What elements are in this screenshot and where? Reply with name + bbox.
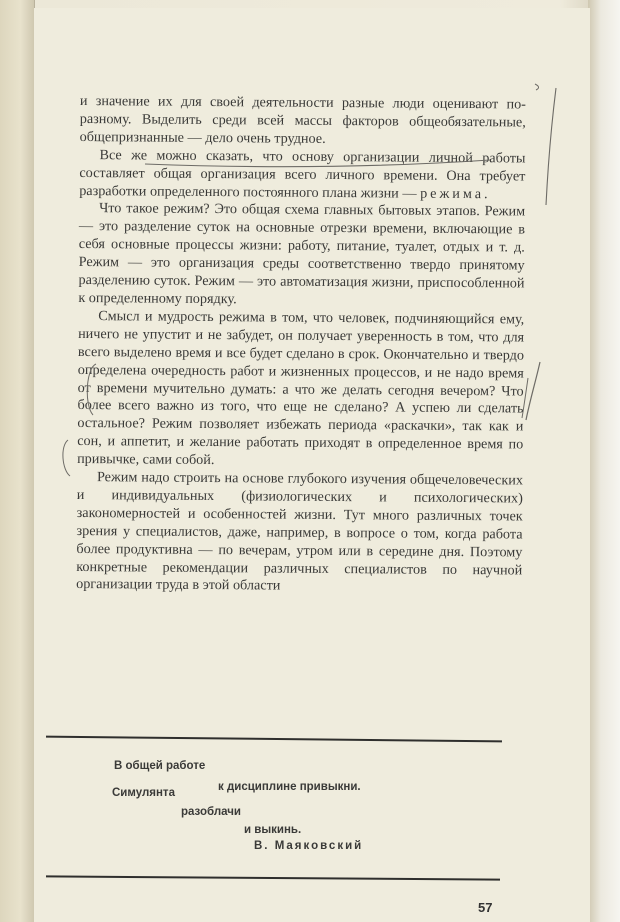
left-page-edge — [0, 0, 35, 922]
text-segment: Смысл и мудрость режима в том, что человек, подчиняющийся ему, ничего не упустит и не забудет, он получает уверенность в том, что для всего выделено время и все будет сделано в срок. Окончательно и твердо определена очередность работ и жизненных процессов, и не надо время от времени мучительно думать: а что же делать сегодня вечером? Что более всего важно из того, что еще не сделано? А успею ли сделать остальное? Режим позволяет избежать периода «раскачки», так как и сон, и аппетит, и желание работать приходят в определенное время по привычке, сами собой. — [77, 308, 525, 469]
epigraph-line-4: разоблачи — [181, 806, 241, 818]
page-number: 57 — [478, 900, 493, 915]
text-segment: . — [484, 185, 488, 202]
epigraph-line-1: В общей работе — [114, 760, 206, 772]
paragraph — [78, 200, 525, 311]
text-segment: Что такое режим? Это общая схема главных бытовых этапов. Режим — это разделение суток на основные отрезки времени, включающие в себя основные процессы жизни: работу, питание, туалет, отдых и т. д. Режим — это организация среды соответственно твердо принятому разделению суток. Режим — это автоматизация жизни, приспособленной к определенному порядку. — [78, 200, 526, 308]
right-page-edge — [588, 0, 620, 922]
epigraph-author: В. Маяковский — [254, 840, 364, 852]
paragraph — [77, 308, 524, 473]
text-segment: Все же можно сказать, что основу организации личной работы составляет общая организация всего личного времени. Она требует разработки определенного постоянного плана жизни — — [79, 146, 526, 202]
epigraph-line-2: к дисциплине привыкни. — [218, 781, 361, 793]
emphasized-term: режима — [420, 185, 485, 202]
paragraph — [80, 93, 526, 150]
epigraph-line-3: Симулянта — [112, 787, 175, 799]
text-segment: Режим надо строить на основе глубокого изучения общечеловеческих и индивидуальных (физиологических и психологических) закономерностей и особенностей жизни. Тут много различных точек зрения у специалистов, даже, например, в вопросе о том, когда работа более продуктивна — по вечерам, утром или в середине дня. Поэтому конкретные рекомендации различных специалистов по научной организации труда в этой области — [76, 469, 524, 595]
paragraph — [79, 147, 525, 204]
body-text — [76, 93, 526, 598]
paragraph — [76, 469, 523, 598]
epigraph-line-5: и выкинь. — [244, 824, 302, 836]
text-segment: и значение их для своей деятельности разные люди оценивают по-разному. Выделить среди всей массы факторов общеобязательные, общепризнанные — дело очень трудное. — [79, 93, 526, 147]
